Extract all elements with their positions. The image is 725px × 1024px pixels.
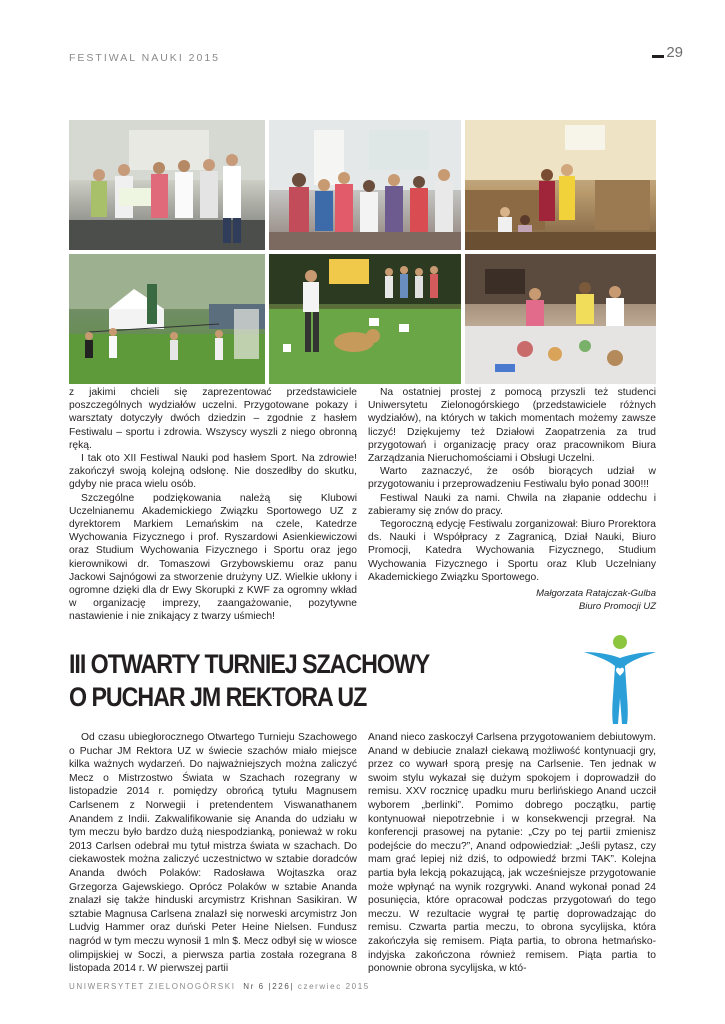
paragraph: Warto zaznaczyć, że osób biorących udział w przygotowaniu i przeprowadzeniu Festiwalu było ponad 300!!! <box>368 466 656 491</box>
university-figure-logo <box>582 634 658 726</box>
author-signature <box>368 587 656 613</box>
paragraph: I tak oto XII Festiwal Nauki pod hasłem Sport. Na zdrowie! zakończył swoją kolejną odsłonę. Nie doszedłby do skutku, gdyby nie praca wielu osób. <box>69 453 357 491</box>
paragraph: Na ostatniej prostej z pomocą przyszli też studenci Uniwersytetu Zielonogórskiego (przedstawiciele różnych wydziałów), na których w takich momentach możemy zawsze liczyć! Dziękujemy też Działowi Zaopatrzenia za trud przygotowań i organizację pracy oraz pracownikom Biura Zarządzania Nieruchomościami i Obsługi Uczelni. <box>368 387 656 465</box>
title-line-2: O PUCHAR JM REKTORA UZ <box>69 682 367 712</box>
page-footer <box>69 982 370 991</box>
photo-children-crowd <box>269 120 461 250</box>
photo-craft-table <box>465 254 656 384</box>
photo-children-crowd-illustration <box>269 120 461 250</box>
chess-article-title <box>69 648 516 714</box>
festival-article-column-1 <box>69 386 357 624</box>
paragraph: Szczególne podziękowania należą się Klubowi Uczelnianemu Akademickiego Związku Sportowego UZ z dyrektorem Markiem Lemańskim na czele, Katedrze Wychowania Fizycznego i prof. Ryszardowi Asienkiewiczowi oraz Studium Wychowania Fizycznego i Sportu oraz jego kierownikowi dr. Tomaszowi Grzybowskiemu oraz panu Jackowi Sajnógowi za stworzenie drużyny UZ. Wielkie ukłony i ogromne dzięki dla dr Ewy Skorupki z KWF za ogromny wkład w organizację imprezy, zaangażowanie, pozytywne nastawienie i nie znikający z twarzy uśmiech! <box>69 492 357 623</box>
paragraph: Anand nieco zaskoczył Carlsena przygotowaniem debiutowym. Anand w debiucie znalazł ciekawą możliwość kontynuacji gry, przez co wywarł sporą presję na Carlsenie. Ten jednak w swoim stylu wykazał się dużym spokojem i doprowadził do remisu. XXV rocznicę upadku muru berlińskiego Anand uczcił wyborem „berlinki”. Pomimo dobrego początku, partię kontynuował niepotrzebnie i w konsekwencji przegrał. Na konferencji prasowej na pytanie: „Czy po tej partii zmienisz podejście do meczu?”, Anand odpowiedział: „Jeśli pytasz, czy mam grać lepiej niż dziś, to odpowiedź brzmi TAK”. Kolejna partia była lekcją pokazującą, jak wcześniejsze przygotowanie może wpłynąć na wynik rozgrywki. Anand wykonał ponad 24 posunięcia, które opracował podczas przygotowań do tego meczu. W rezultacie wygrał tę partię doprowadzając do remisu. Czwarta partia meczu, to obrona sycylijska, która zakończyła się remisem. Piąta partia, to obrona hetmańsko-indyjska zakończona również remisem. Piąta partia to ponownie obrona sycylijska, w któ- <box>368 732 656 975</box>
photo-award-ceremony-illustration <box>69 120 265 250</box>
footer-issue: Nr 6 <box>243 982 265 991</box>
paragraph: Tegoroczną edycję Festiwalu zorganizował: Biuro Prorektora ds. Nauki i Współpracy z Zagranicą, Dział Nauki, Biuro Promocji, Katedra Wychowania Fizycznego, Studium Wychowania Fizycznego i Sportu oraz Klub Uczelniany Akademickiego Związku Sportowego. <box>368 519 656 583</box>
footer-publisher: UNIWERSYTET ZIELONOGÓRSKI <box>69 982 236 991</box>
page-number-bar <box>652 55 664 58</box>
title-line-1: III OTWARTY TURNIEJ SZACHOWY <box>69 649 430 679</box>
page-number-text: 29 <box>666 44 683 61</box>
footer-issue-total: |226| <box>268 982 295 991</box>
page-number <box>652 44 683 61</box>
photo-volleyball-field <box>69 254 265 384</box>
footer-date: czerwiec 2015 <box>297 982 370 991</box>
photo-volleyball-field-illustration <box>69 254 265 384</box>
photo-dog-show <box>269 254 461 384</box>
festival-article-column-2 <box>368 386 656 613</box>
chess-article-column-1 <box>69 731 357 976</box>
paragraph: z jakimi chcieli się zaprezentować przedstawiciele poszczególnych wydziałów uczelni. Przygotowane pokazy i warsztaty dotyczyły dwóch dziedzin – zgodnie z hasłem Festiwalu – sportu i zdrowia. Wszyscy wyszli z niego obronną ręką. <box>69 387 357 451</box>
paragraph: Od czasu ubiegłorocznego Otwartego Turnieju Szachowego o Puchar JM Rektora UZ w świecie szachów miało miejsce kilka ważnych wydarzeń. Do najważniejszych można zaliczyć Mecz o Mistrzostwo Świata w Szachach rozegrany w listopadzie 2014 r. pomiędzy obrońcą tytułu Magnusem Carlsenem z Norwegii i pretendentem Viswanathanem Anandem z Indii. Zakwalifikowanie się Ananda do udziału w tym meczu było bardzo dużą niespodzianką, ponieważ w roku 2013 Carlsen odebrał mu tytuł mistrza świata w szachach. Do ciekawostek można zaliczyć uczestnictwo w sztabie doradców Ananda dwóch Polaków: Radosława Wojtaszka oraz Grzegorza Gajewskiego. Oprócz Polaków w sztabie Ananda znalazł się także hinduski arcymistrz Krishnan Sasikiran. W sztabie Magnusa Carlsena znalazł się norweski arcymistrz Jon Ludvig Hammer oraz duński Peter Heine Nielsen. Fundusz nagród w tym meczu wynosił 1 mln $. Mecz odbył się w wiosce olimpijskiej w Soczi, a pierwsza partia została rozegrana 8 listopada 2014 r. W pierwszej partii <box>69 732 357 975</box>
photo-dog-show-illustration <box>269 254 461 384</box>
running-header: FESTIWAL NAUKI 2015 <box>69 52 221 64</box>
photo-classroom-lab <box>465 120 656 250</box>
author-unit: Biuro Promocji UZ <box>578 601 656 613</box>
chess-article-column-2 <box>368 731 656 976</box>
photo-collage <box>69 120 656 384</box>
paragraph: Festiwal Nauki za nami. Chwila na złapanie oddechu i zabieramy się znów do pracy. <box>368 492 656 517</box>
photo-award-ceremony <box>69 120 265 250</box>
photo-craft-table-illustration <box>465 254 656 384</box>
author-name: Małgorzata Ratajczak-Gulba <box>536 588 656 600</box>
photo-classroom-lab-illustration <box>465 120 656 250</box>
